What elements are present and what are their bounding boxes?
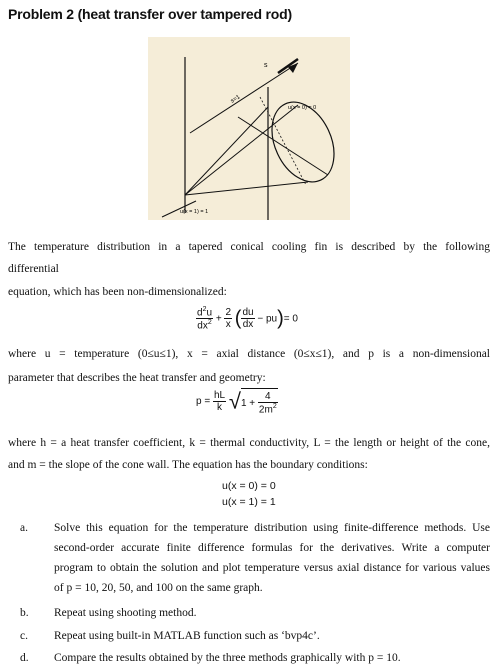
u1-label: u(x = 1) = 1 <box>180 209 209 215</box>
u0-label: u(x = 0) = 0 <box>288 105 317 111</box>
intro-line-3: equation, which has been non-dimensionalized: <box>8 286 227 298</box>
task-c <box>20 626 490 646</box>
where1-line-2: parameter that describes the heat transfer and geometry: <box>8 372 266 384</box>
intro-line-1: The temperature distribution in a tapered conical cooling fin is described by the following <box>8 241 490 253</box>
figure-background <box>148 37 350 220</box>
task-marker: b. <box>20 607 29 619</box>
task-a-line-2: second-order accurate finite difference formulas for the derivatives. Write a computer <box>54 542 490 554</box>
cone-fin-figure <box>148 37 350 220</box>
task-a-line-3: program to obtain the solution and plot temperature versus axial distance for various values <box>54 562 490 574</box>
task-text: Compare the results obtained by the three methods graphically with p = 10. <box>54 652 401 664</box>
intro-line-2: differential <box>8 263 59 275</box>
task-marker: a. <box>20 522 28 534</box>
task-a <box>20 518 490 600</box>
task-text <box>54 518 490 598</box>
boundary-condition-1: u(x = 0) = 0 <box>222 480 276 492</box>
task-marker: c. <box>20 630 28 642</box>
where1-line-1: where u = temperature (0≤u≤1), x = axial distance (0≤x≤1), and p is a non-dimensional <box>8 348 490 360</box>
task-marker: d. <box>20 652 29 664</box>
task-text: Repeat using shooting method. <box>54 607 197 619</box>
task-d <box>20 648 490 668</box>
where2-line-1: where h = a heat transfer coefficient, k = thermal conductivity, L = the length or height of the cone, <box>8 437 490 449</box>
task-text: Repeat using built-in MATLAB function such as ‘bvp4c’. <box>54 630 320 642</box>
equation-2: p = $\frac{hL}{k}$ √1 + $\frac{4}{2m^2}$ <box>196 388 277 416</box>
task-b <box>20 603 490 623</box>
equation-1: $\frac{d^2u}{dx^2}$ + $\frac{2}{x}$ ( $\frac{du}{dx}$ − pu)= 0 <box>197 306 298 332</box>
task-a-line-4: of p = 10, 20, 50, and 100 on the same graph. <box>54 582 263 594</box>
s-label: s <box>264 62 268 69</box>
s1-label: s=1 <box>229 94 242 105</box>
task-a-line-1: Solve this equation for the temperature distribution using finite-difference methods. Use <box>54 522 490 534</box>
problem-title: Problem 2 (heat transfer over tampered rod) <box>8 6 292 22</box>
boundary-condition-2: u(x = 1) = 1 <box>222 496 276 508</box>
where2-line-2: and m = the slope of the cone wall. The equation has the boundary conditions: <box>8 459 368 471</box>
